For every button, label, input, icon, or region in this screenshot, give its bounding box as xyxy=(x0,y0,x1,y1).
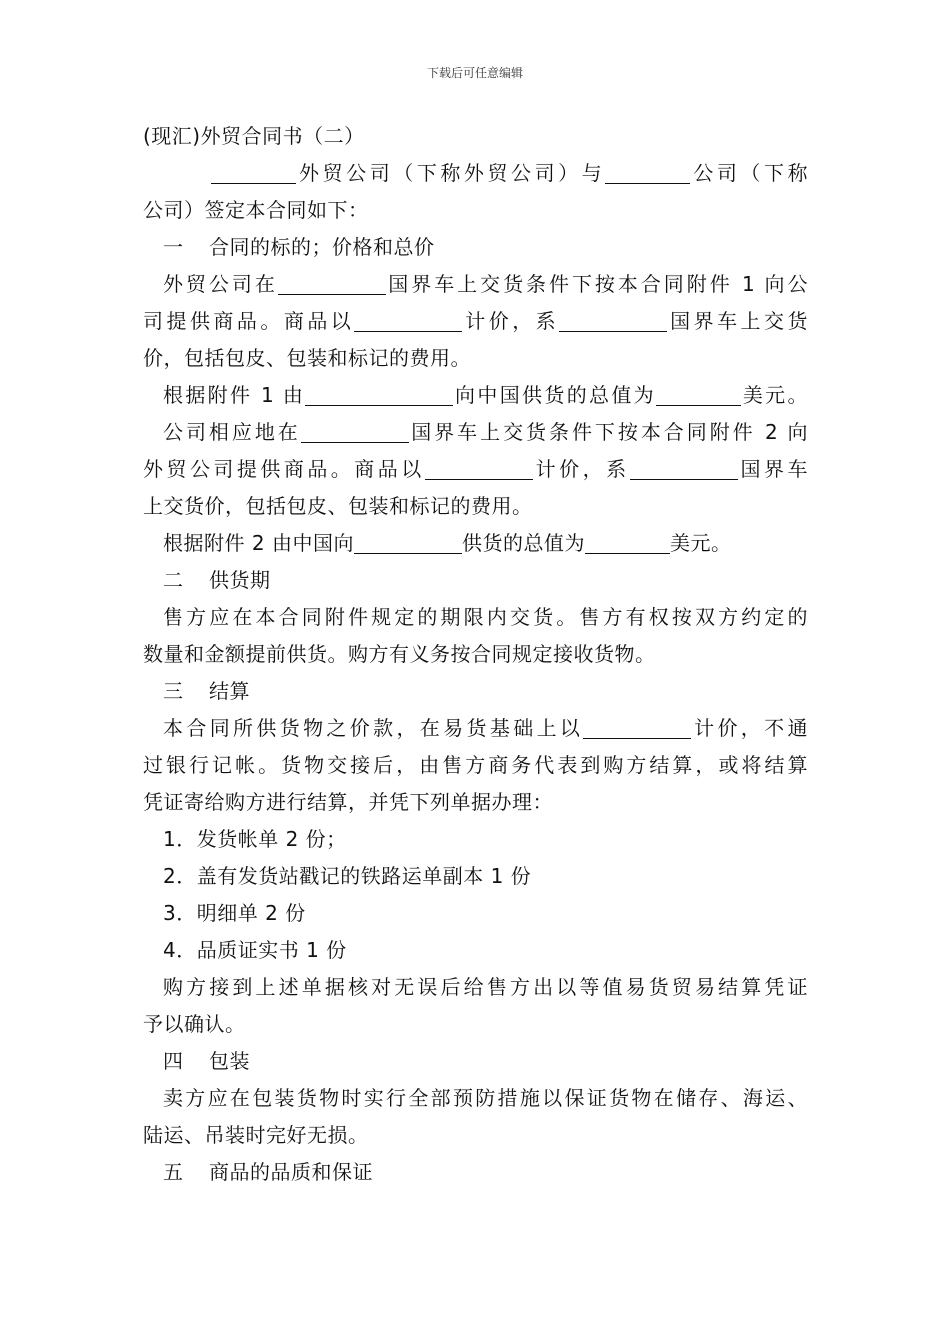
blank-field xyxy=(559,307,667,332)
blank-field xyxy=(585,529,670,554)
intro-line-1: 外贸公司（下称外贸公司）与 公司（下称 xyxy=(143,155,808,192)
list-item: 3．明细单 2 份 xyxy=(163,901,306,925)
paragraph-line: 根据附件 2 由中国向 供货的总值为 美元。 xyxy=(163,531,732,555)
paragraph-line: 价，包括包皮、包装和标记的费用。 xyxy=(143,346,471,370)
paragraph-line: 本合同所供货物之价款，在易货基础上以 计价，不通 xyxy=(163,716,809,740)
blank-field xyxy=(305,381,453,406)
blank-field xyxy=(278,270,386,295)
paragraph-line: 陆运、吊装时完好无损。 xyxy=(143,1123,369,1147)
paragraph-line: 外贸公司在 国界车上交货条件下按本合同附件 1 向公 xyxy=(163,272,808,296)
blank-field xyxy=(605,159,690,184)
list-item: 2．盖有发货站戳记的铁路运单副本 1 份 xyxy=(163,864,532,888)
section-heading: 一 合同的标的；价格和总价 xyxy=(163,235,435,259)
document-title: (现汇)外贸合同书（二） xyxy=(143,124,365,148)
section-heading: 三 结算 xyxy=(163,679,250,703)
blank-field xyxy=(583,714,691,739)
list-item: 4．品质证实书 1 份 xyxy=(163,938,347,962)
blank-field xyxy=(211,159,296,184)
paragraph-line: 公司相应地在 国界车上交货条件下按本合同附件 2 向 xyxy=(163,420,808,444)
section-heading: 四 包装 xyxy=(163,1049,250,1073)
blank-field xyxy=(354,529,462,554)
paragraph-line: 司提供商品。商品以 计价，系 国界车上交货 xyxy=(143,309,809,333)
section-heading: 五 商品的品质和保证 xyxy=(163,1160,373,1184)
paragraph-line: 购方接到上述单据核对无误后给售方出以等值易货贸易结算凭证 xyxy=(163,975,808,999)
paragraph-line: 卖方应在包装货物时实行全部预防措施以保证货物在储存、海运、 xyxy=(163,1086,808,1110)
list-item: 1．发货帐单 2 份； xyxy=(163,827,347,851)
paragraph-line: 过银行记帐。货物交接后，由售方商务代表到购方结算，或将结算 xyxy=(143,753,808,777)
paragraph-line: 凭证寄给购方进行结算，并凭下列单据办理： xyxy=(143,790,553,814)
paragraph-line: 售方应在本合同附件规定的期限内交货。售方有权按双方约定的 xyxy=(163,605,808,629)
section-heading: 二 供货期 xyxy=(163,568,271,592)
paragraph-line: 予以确认。 xyxy=(143,1012,246,1036)
blank-field xyxy=(301,418,409,443)
document-body xyxy=(143,118,808,1191)
blank-field xyxy=(630,455,738,480)
paragraph-line: 根据附件 1 由 向中国供货的总值为 美元。 xyxy=(163,383,808,407)
blank-field xyxy=(354,307,462,332)
blank-field xyxy=(425,455,533,480)
paragraph-line: 数量和金额提前供货。购方有义务按合同规定接收货物。 xyxy=(143,642,656,666)
paragraph-line: 上交货价，包括包皮、包装和标记的费用。 xyxy=(143,494,533,518)
paragraph-line: 外贸公司提供商品。商品以 计价，系 国界车 xyxy=(143,457,809,481)
blank-field xyxy=(656,381,741,406)
intro-line-2: 公司）签定本合同如下： xyxy=(143,198,369,222)
page-header: 下载后可任意编辑 xyxy=(426,66,523,80)
